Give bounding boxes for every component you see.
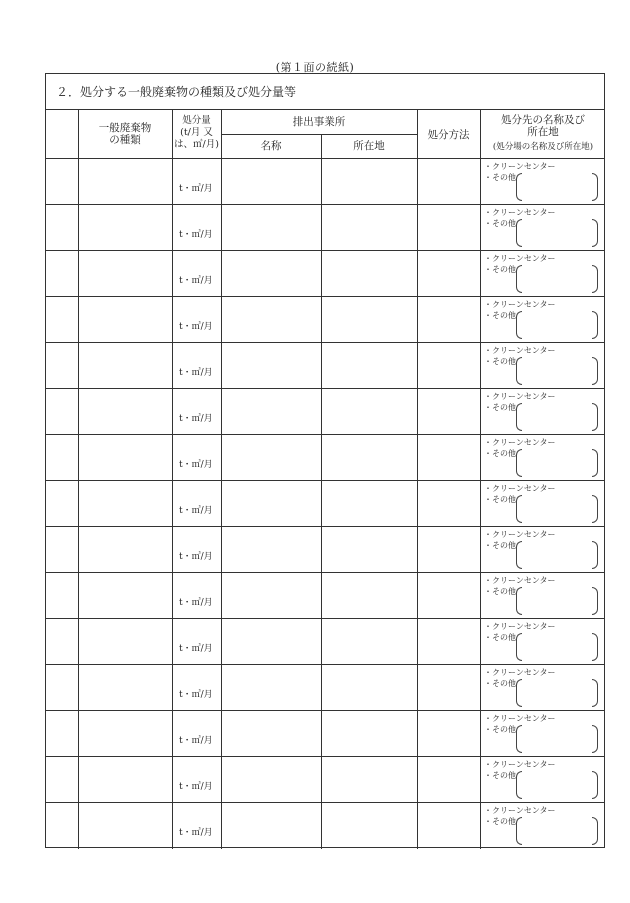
header-method: 処分方法 — [427, 129, 470, 141]
table-row — [46, 526, 605, 572]
destination-option-clean-center: ・クリーンセンター — [484, 208, 556, 217]
destination-option-clean-center: ・クリーンセンター — [484, 484, 556, 493]
amount-unit: t・㎥/月 — [179, 230, 213, 240]
other-destination-bracket — [516, 173, 598, 199]
table-row — [46, 434, 605, 480]
header-source-address: 所在地 — [353, 140, 385, 152]
destination-option-clean-center: ・クリーンセンター — [484, 254, 556, 263]
other-destination-bracket — [516, 633, 598, 659]
destination-option-clean-center: ・クリーンセンター — [484, 392, 556, 401]
destination-option-clean-center: ・クリーンセンター — [484, 668, 556, 677]
table-row — [46, 250, 605, 296]
destination-option-other: ・その他 — [484, 541, 516, 550]
amount-unit: t・㎥/月 — [179, 368, 213, 378]
destination-option-clean-center: ・クリーンセンター — [484, 806, 556, 815]
section-title: ２．処分する一般廃棄物の種類及び処分量等 — [46, 74, 604, 110]
other-destination-bracket — [516, 403, 598, 429]
page-caption: (第１面の続紙) — [275, 61, 355, 74]
amount-unit: t・㎥/月 — [179, 322, 213, 332]
other-destination-bracket — [516, 679, 598, 705]
table-row — [46, 204, 605, 250]
disposal-form-table — [45, 73, 605, 848]
destination-option-other: ・その他 — [484, 725, 516, 734]
table-row — [46, 802, 605, 848]
destination-option-clean-center: ・クリーンセンター — [484, 530, 556, 539]
other-destination-bracket — [516, 541, 598, 567]
destination-option-clean-center: ・クリーンセンター — [484, 300, 556, 309]
destination-option-other: ・その他 — [484, 173, 516, 182]
other-destination-bracket — [516, 219, 598, 245]
other-destination-bracket — [516, 817, 598, 843]
destination-option-other: ・その他 — [484, 265, 516, 274]
table-row — [46, 664, 605, 710]
table-row — [46, 388, 605, 434]
destination-option-clean-center: ・クリーンセンター — [484, 576, 556, 585]
destination-option-other: ・その他 — [484, 587, 516, 596]
destination-option-other: ・その他 — [484, 817, 516, 826]
header-destination: 処分先の名称及び 所在地 — [501, 114, 585, 138]
other-destination-bracket — [516, 771, 598, 797]
destination-option-other: ・その他 — [484, 679, 516, 688]
amount-unit: t・㎥/月 — [179, 690, 213, 700]
amount-unit: t・㎥/月 — [179, 782, 213, 792]
destination-option-other: ・その他 — [484, 219, 516, 228]
header-amount: 処分量 (t/月 又 は、㎥/月) — [174, 115, 219, 150]
destination-option-other: ・その他 — [484, 633, 516, 642]
destination-option-clean-center: ・クリーンセンター — [484, 714, 556, 723]
destination-option-clean-center: ・クリーンセンター — [484, 622, 556, 631]
other-destination-bracket — [516, 265, 598, 291]
amount-unit: t・㎥/月 — [179, 506, 213, 516]
header-source-name: 名称 — [260, 140, 282, 152]
table-row — [46, 756, 605, 802]
amount-unit: t・㎥/月 — [179, 644, 213, 654]
amount-unit: t・㎥/月 — [179, 828, 213, 838]
other-destination-bracket — [516, 587, 598, 613]
table-row — [46, 572, 605, 618]
amount-unit: t・㎥/月 — [179, 598, 213, 608]
amount-unit: t・㎥/月 — [179, 552, 213, 562]
other-destination-bracket — [516, 495, 598, 521]
destination-option-other: ・その他 — [484, 311, 516, 320]
header-subdivider — [221, 134, 417, 135]
destination-option-clean-center: ・クリーンセンター — [484, 162, 556, 171]
destination-option-clean-center: ・クリーンセンター — [484, 760, 556, 769]
destination-option-clean-center: ・クリーンセンター — [484, 346, 556, 355]
other-destination-bracket — [516, 725, 598, 751]
destination-option-other: ・その他 — [484, 495, 516, 504]
amount-unit: t・㎥/月 — [179, 736, 213, 746]
amount-unit: t・㎥/月 — [179, 414, 213, 424]
table-row — [46, 342, 605, 388]
other-destination-bracket — [516, 357, 598, 383]
other-destination-bracket — [516, 449, 598, 475]
header-source-group: 排出事業所 — [292, 116, 346, 128]
destination-option-other: ・その他 — [484, 403, 516, 412]
table-row — [46, 710, 605, 756]
destination-option-other: ・その他 — [484, 357, 516, 366]
amount-unit: t・㎥/月 — [179, 276, 213, 286]
table-row — [46, 618, 605, 664]
table-row — [46, 158, 605, 204]
amount-unit: t・㎥/月 — [179, 460, 213, 470]
header-waste-type: 一般廃棄物 の種類 — [98, 122, 152, 146]
destination-option-other: ・その他 — [484, 771, 516, 780]
destination-option-other: ・その他 — [484, 449, 516, 458]
other-destination-bracket — [516, 311, 598, 337]
amount-unit: t・㎥/月 — [179, 184, 213, 194]
destination-option-clean-center: ・クリーンセンター — [484, 438, 556, 447]
table-row — [46, 480, 605, 526]
header-destination-note: (処分場の名称及び所在地) — [492, 142, 594, 152]
table-row — [46, 296, 605, 342]
